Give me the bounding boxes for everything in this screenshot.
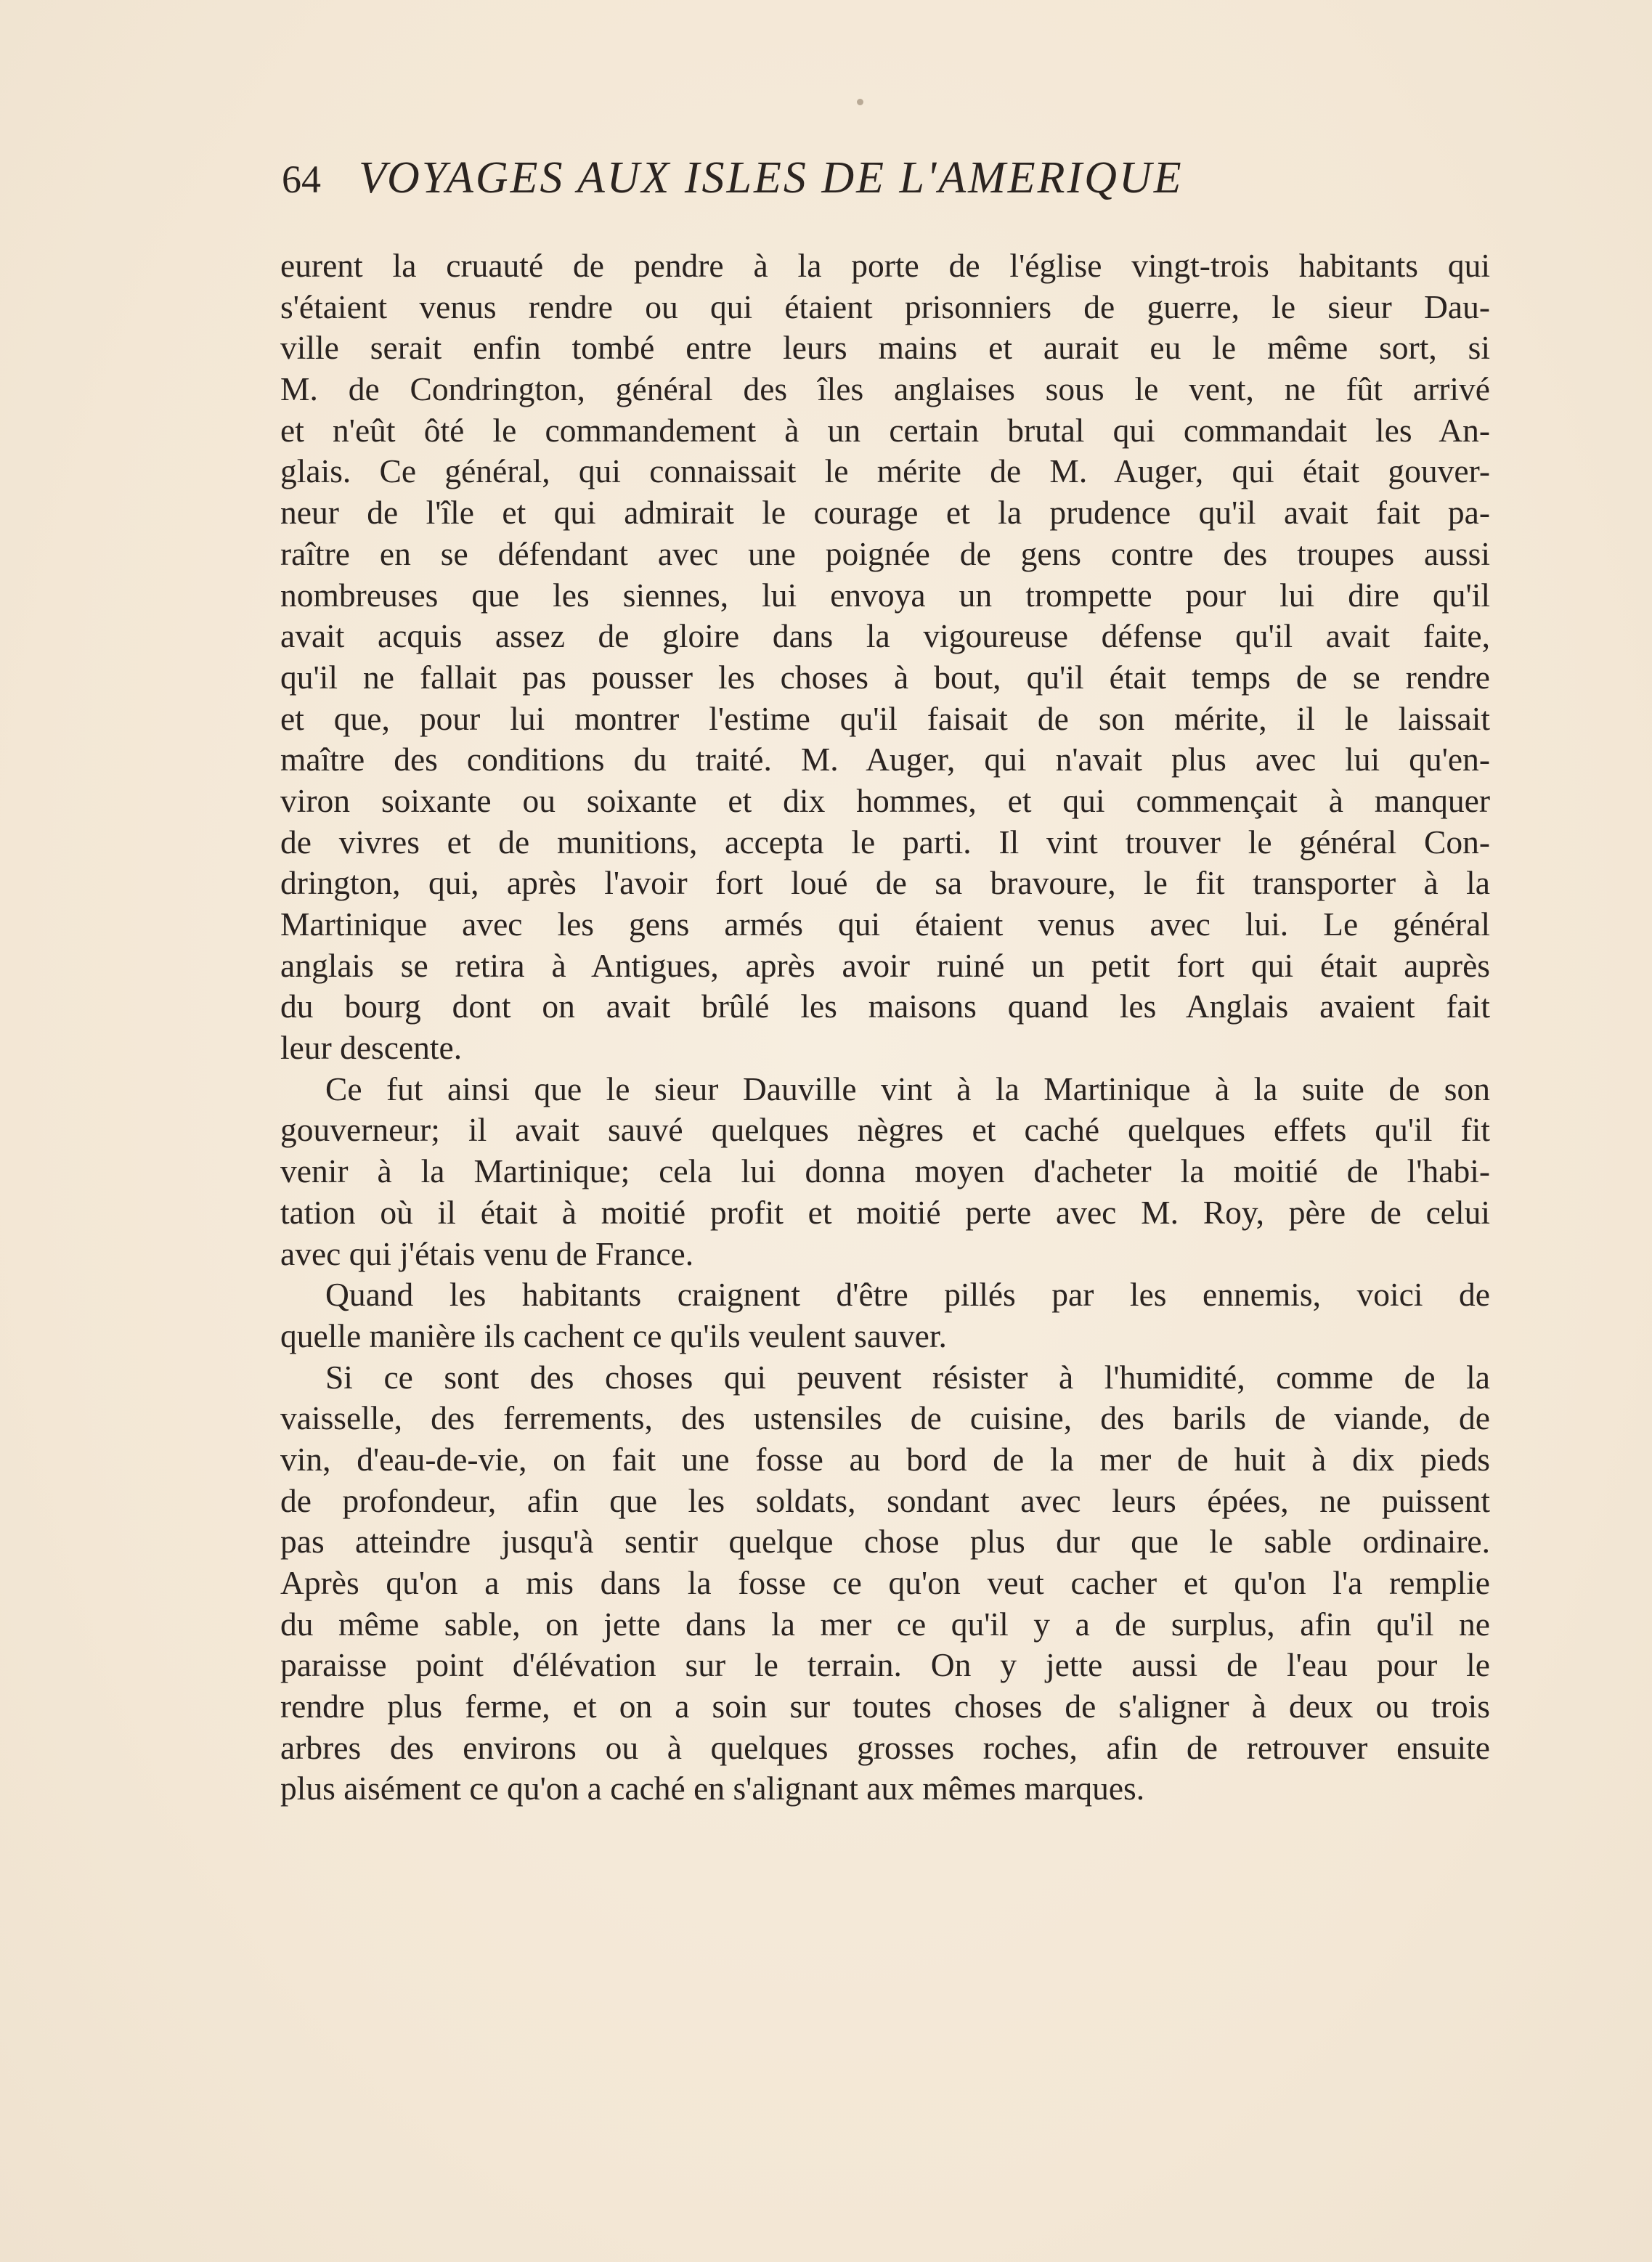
text-line: raître en se défendant avec une poignée de gens contre des troupes aussi: [280, 534, 1490, 572]
running-title: VOYAGES AUX ISLES DE L'AMERIQUE: [359, 153, 1184, 203]
text-line: Quand les habitants craignent d'être pillés par les ennemis, voici de: [325, 1276, 1490, 1314]
text-line: Ce fut ainsi que le sieur Dauville vint à la Martinique à la suite de son: [325, 1070, 1490, 1107]
text-line: nombreuses que les siennes, lui envoya un trompette pour lui dire qu'il: [280, 576, 1490, 614]
text-line: rendre plus ferme, et on a soin sur toutes choses de s'aligner à deux ou trois: [280, 1688, 1490, 1725]
text-line: de vivres et de munitions, accepta le parti. Il vint trouver le général Con-: [280, 823, 1490, 861]
text-line: s'étaient venus rendre ou qui étaient prisonniers de guerre, le sieur Dau-: [280, 288, 1490, 325]
ink-speck: [857, 99, 863, 105]
text-line: maître des conditions du traité. M. Auger, qui n'avait plus avec lui qu'en-: [280, 741, 1490, 778]
text-line: gouverneur; il avait sauvé quelques nègres et caché quelques effets qu'il fit: [280, 1111, 1490, 1149]
text-line: et que, pour lui montrer l'estime qu'il faisait de son mérite, il le laissait: [280, 699, 1490, 737]
text-line: venir à la Martinique; cela lui donna moyen d'acheter la moitié de l'habi-: [280, 1152, 1490, 1190]
text-line: Après qu'on a mis dans la fosse ce qu'on veut cacher et qu'on l'a remplie: [280, 1564, 1490, 1601]
page-header: [282, 152, 1487, 225]
text-line: Si ce sont des choses qui peuvent résister à l'humidité, comme de la: [325, 1358, 1490, 1396]
text-line: vin, d'eau-de-vie, on fait une fosse au bord de la mer de huit à dix pieds: [280, 1440, 1490, 1478]
text-line: du même sable, on jette dans la mer ce qu'il y a de surplus, afin qu'il ne: [280, 1605, 1490, 1643]
paragraph: [280, 245, 1490, 1069]
paragraph: [280, 1069, 1490, 1274]
body-text: [280, 245, 1490, 1810]
text-line: Martinique avec les gens armés qui étaient venus avec lui. Le général: [280, 906, 1490, 943]
text-line: quelle manière ils cachent ce qu'ils veulent sauver.: [280, 1317, 947, 1354]
text-line: qu'il ne fallait pas pousser les choses à bout, qu'il était temps de se rendre: [280, 658, 1490, 696]
text-line: du bourg dont on avait brûlé les maisons quand les Anglais avaient fait: [280, 988, 1490, 1025]
text-line: avec qui j'étais venu de France.: [280, 1234, 694, 1272]
text-line: glais. Ce général, qui connaissait le mérite de M. Auger, qui était gouver-: [280, 452, 1490, 490]
text-line: M. de Condrington, général des îles anglaises sous le vent, ne fût arrivé: [280, 370, 1490, 408]
text-line: drington, qui, après l'avoir fort loué de sa bravoure, le fit transporter à la: [280, 864, 1490, 902]
page-number: 64: [282, 158, 321, 201]
text-line: neur de l'île et qui admirait le courage et la prudence qu'il avait fait pa-: [280, 494, 1490, 532]
text-line: ville serait enfin tombé entre leurs mains et aurait eu le même sort, si: [280, 329, 1490, 367]
text-line: paraisse point d'élévation sur le terrain. On y jette aussi de l'eau pour le: [280, 1646, 1490, 1684]
text-line: pas atteindre jusqu'à sentir quelque chose plus dur que le sable ordinaire.: [280, 1523, 1490, 1561]
text-line: eurent la cruauté de pendre à la porte de l'église vingt-trois habitants qui: [280, 247, 1490, 284]
text-line: plus aisément ce qu'on a caché en s'alignant aux mêmes marques.: [280, 1770, 1145, 1807]
text-line: de profondeur, afin que les soldats, sondant avec leurs épées, ne puissent: [280, 1481, 1490, 1519]
text-line: anglais se retira à Antigues, après avoir ruiné un petit fort qui était auprès: [280, 946, 1490, 984]
text-line: avait acquis assez de gloire dans la vigoureuse défense qu'il avait faite,: [280, 617, 1490, 655]
text-line: leur descente.: [280, 1029, 463, 1067]
text-line: tation où il était à moitié profit et moitié perte avec M. Roy, père de celui: [280, 1193, 1490, 1231]
text-line: vaisselle, des ferrements, des ustensiles de cuisine, des barils de viande, de: [280, 1399, 1490, 1437]
text-line: arbres des environs ou à quelques grosses roches, afin de retrouver ensuite: [280, 1728, 1490, 1766]
text-line: et n'eût ôté le commandement à un certain brutal qui commandait les An-: [280, 411, 1490, 449]
text-line: viron soixante ou soixante et dix hommes, et qui commençait à manquer: [280, 781, 1490, 819]
paragraph: [280, 1357, 1490, 1810]
paragraph: [280, 1274, 1490, 1356]
